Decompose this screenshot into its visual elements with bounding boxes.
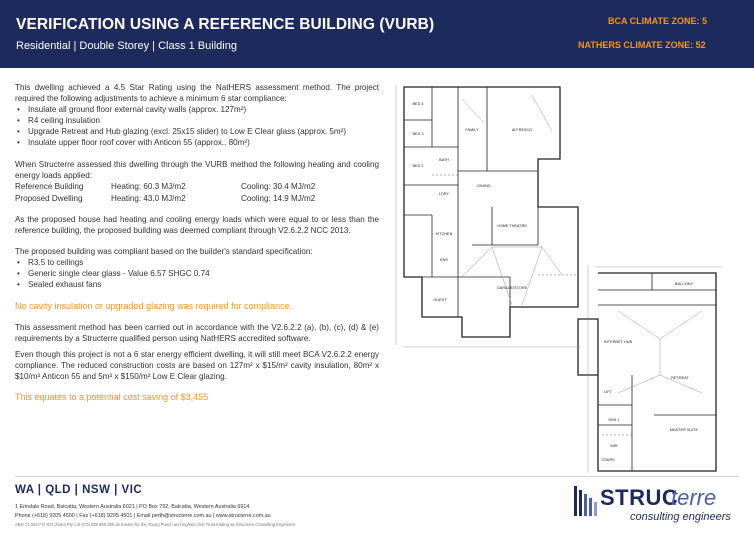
- room-label: BATH: [439, 158, 449, 162]
- list-item: • Generic single clear glass - Value 6.57 SHGC 0.74: [15, 268, 379, 279]
- table-cell-label: Proposed Dwelling: [15, 193, 83, 203]
- page-title: VERIFICATION USING A REFERENCE BUILDING (VURB): [16, 16, 435, 33]
- list-item: • Insulate all ground floor external cavity walls (approx. 127m²): [15, 104, 379, 115]
- floor-plan-drawing: [392, 75, 748, 475]
- list-item: • R3.5 to ceilings: [15, 257, 379, 268]
- table-cell-cooling: Cooling: 14.9 MJ/m2: [241, 193, 316, 203]
- intro-paragraph: This dwelling achieved a 4.5 Star Rating using the NatHERS assessment method. The project required the following adjustments to achieve a minimum 6 star compliance:: [15, 83, 379, 104]
- room-label: BALCONY: [674, 282, 694, 286]
- footer-abn: ABN 71 349 772 837 Zema Pty Ltd ACN 008 966 365 as trustee for the Young Punch and Ingham Unit Trust trading as Structerre Consulting Engineers: [15, 522, 296, 527]
- room-label: GUEST: [433, 298, 447, 302]
- room-label: BED 3: [412, 132, 424, 136]
- nathers-climate-zone: NATHERS CLIMATE ZONE: 52: [578, 40, 706, 50]
- room-label: MASTER SUITE: [669, 428, 699, 432]
- room-label: GARAGE/STORE: [496, 286, 528, 290]
- room-label: STAIRS: [601, 458, 615, 462]
- logo-tagline: consulting engineers: [630, 511, 731, 523]
- logo-text-light: terre: [671, 485, 717, 510]
- main-content: [15, 82, 379, 403]
- compliance-highlight: No cavity insulation or upgraded glazing was required for compliance.: [15, 300, 293, 311]
- page-subtitle: Residential | Double Storey | Class 1 Building: [16, 40, 237, 52]
- list-item: • Insulate upper floor roof cover with Anticon 55 (approx.. 80m²): [15, 137, 379, 148]
- room-label: FAMILY: [465, 128, 479, 132]
- method-paragraph: This assessment method has been carried out in accordance with the V2.6.2.2 (a), (b), (c), (d) & (e) requirements by a Structerre qualified person using NatHERS accredited software.: [15, 322, 379, 343]
- header-banner: [0, 0, 754, 68]
- footer-divider: [15, 476, 739, 477]
- compliance-paragraph: As the proposed house had heating and cooling energy loads which were equal to or less than the reference building, the proposed building was deemed compliant through V2.6.2.2 NCC 2013.: [15, 214, 379, 236]
- logo-text-bold: STRUC: [600, 485, 679, 510]
- room-label: HOME THEATRE: [497, 224, 527, 228]
- footer-contact: Phone (+618) 9205 4500 | Fax (+618) 9205 4501 | Email perth@structerre.com.au | www.structerre.com.au: [15, 513, 271, 519]
- vurb-intro-paragraph: When Structerre assessed this dwelling through the VURB method the following heating and cooling energy loads applied:: [15, 159, 379, 180]
- table-cell-label: Reference Building: [15, 181, 84, 191]
- room-label: KITCHEN: [435, 232, 453, 236]
- list-item: • R4 ceiling insulation: [15, 115, 379, 126]
- room-label: ALFRESCO: [511, 128, 533, 132]
- spec-intro-paragraph: The proposed building was compliant based on the builder's standard specification:: [15, 247, 313, 257]
- room-label: BED 2: [412, 164, 424, 168]
- structerre-logo: [574, 484, 744, 528]
- bca-climate-zone: BCA CLIMATE ZONE: 5: [608, 16, 707, 26]
- table-cell-heating: Heating: 43.0 MJ/m2: [111, 193, 186, 203]
- room-label: LDRY: [438, 192, 450, 196]
- ground-floor-outline: [404, 87, 578, 337]
- upper-floor-outline: [578, 273, 716, 471]
- table-cell-heating: Heating: 60.3 MJ/m2: [111, 181, 186, 191]
- room-label: DINING: [477, 184, 491, 188]
- room-label: ENS 1: [608, 418, 620, 422]
- logo-mark-icon: [574, 486, 598, 516]
- list-item: • Sealed exhaust fans: [15, 279, 379, 290]
- footer-address: 1 Erindale Road, Balcatta, Western Australia 6021 | PO Box 792, Balcatta, Western Australia 6914: [15, 504, 250, 510]
- spec-list: [15, 257, 379, 290]
- footer-states: WA | QLD | NSW | VIC: [15, 484, 143, 496]
- room-label: LIFT: [604, 390, 612, 394]
- room-label: ENS: [440, 258, 448, 262]
- energy-loads-table: [15, 181, 379, 204]
- floor-plan-svg: [392, 75, 748, 475]
- room-label: RETREAT: [671, 376, 689, 380]
- cost-saving-highlight: This equates to a potential cost saving of $3,455: [15, 392, 209, 403]
- table-cell-cooling: Cooling: 30.4 MJ/m2: [241, 181, 316, 191]
- adjustments-list: [15, 104, 379, 148]
- room-label: INTERNET HUB: [604, 340, 632, 344]
- list-item: • Upgrade Retreat and Hub glazing (excl. 25x15 slider) to Low E Clear glass (approx. 5m²): [15, 126, 379, 137]
- room-label: WIR: [610, 444, 618, 448]
- savings-paragraph: Even though this project is not a 6 star energy efficient dwelling, it will still meet BCA V2.6.2.2 energy compliance. The reduced construction costs are based on 127m² x $15/m² cavity insulation, 80m² x $10/m² Anticon 55 and 5m² x $150/m² Low E Clear glazing.: [15, 349, 379, 381]
- room-label: BED 4: [412, 102, 424, 106]
